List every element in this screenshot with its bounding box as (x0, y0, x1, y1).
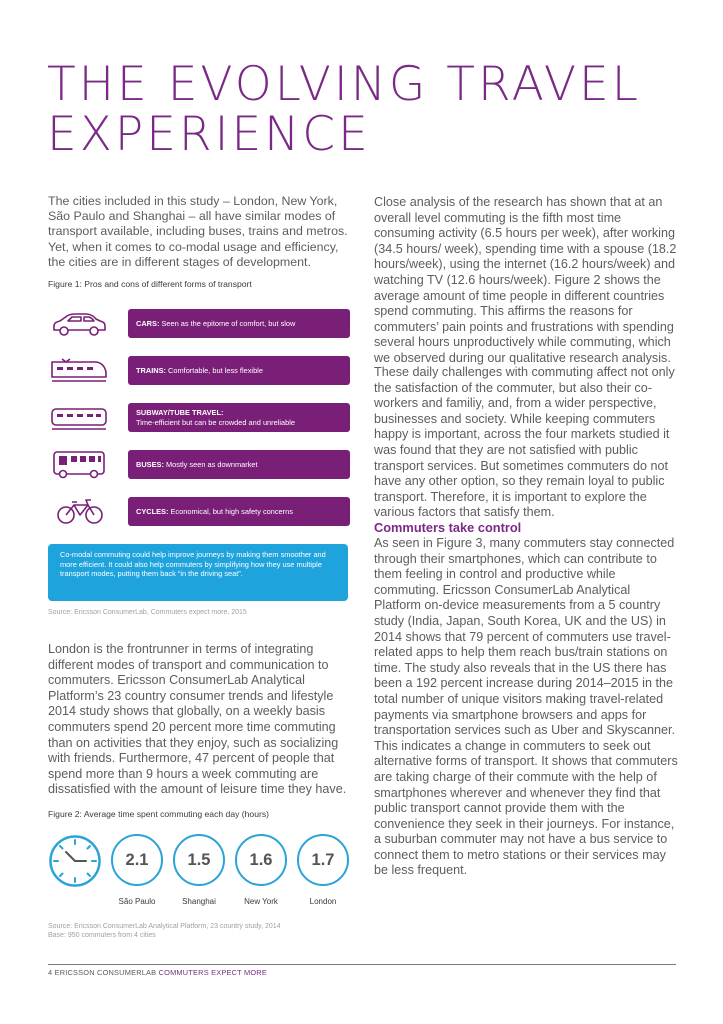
cars-text: Seen as the epitome of comfort, but slow (159, 318, 296, 328)
new-york-value: 1.6 (235, 834, 287, 886)
london-label: London (309, 897, 337, 906)
figure2-source-line: Source: Ericsson ConsumerLab Analytical Platform, 23 country study, 2014 (48, 923, 281, 930)
trains-bar (128, 356, 350, 385)
title-line-1: THE EVOLVING TRAVEL (47, 57, 641, 112)
intro-paragraph: The cities included in this study – London, New York, São Paulo and Shanghai – all have similar modes of transport available, including buses, trains and metros. Yet, when it comes to co-modal usage and efficiency, the cities are in different stages of development. (48, 194, 348, 269)
page-number: 4 (48, 968, 53, 977)
train-icon (48, 356, 108, 385)
car-icon (48, 309, 108, 338)
right-paragraph-1: Close analysis of the research has shown that at an overall level commuting is the fifth most time consuming activity (6.5 hours per week), after working (34.5 hours/ week), spending time with a spouse (18.2 hours/week), using the internet (16.2 hours/week) and watching TV (12.6 hours/week). Figure 2 shows the average amount of time people in different countries spend commuting. This affirms the reasons for commuters’ pain points and frustrations with spending several hours unproductively while commuting, which we observed during our qualitative research analysis. (374, 195, 677, 365)
sao-paulo-label: São Paulo (118, 897, 156, 906)
footer-org: ERICSSON CONSUMERLAB (54, 968, 157, 977)
figure1-caption: Figure 1: Pros and cons of different forms of transport (48, 279, 252, 289)
co-modal-callout: Co-modal commuting could help improve journeys by making them smoother and more efficient. It could also help commuters by simplifying how they use multiple transport modes, putting them back “in the driving seat”. (48, 544, 348, 601)
figure2-base-line: Base: 950 commuters from 4 cities (48, 932, 156, 939)
figure1-source: Source: Ericsson ConsumerLab, Commuters expect more, 2015 (48, 609, 247, 616)
transport-row-trains (48, 356, 350, 385)
trains-label: TRAINS: (136, 365, 166, 375)
title-line-2: EXPERIENCE (47, 107, 371, 162)
transport-row-cycles (48, 497, 350, 526)
figure2-caption: Figure 2: Average time spent commuting each day (hours) (48, 809, 270, 819)
cycles-text: Economical, but high safety concerns (168, 506, 293, 516)
transport-row-cars (48, 309, 350, 338)
subway-icon (48, 403, 108, 432)
page-footer (48, 968, 267, 977)
commuters-take-control-heading: Commuters take control (374, 520, 522, 535)
page-title (47, 57, 687, 162)
footer-divider (48, 964, 676, 965)
cycles-bar (128, 497, 350, 526)
trains-text: Comfortable, but less flexible (165, 365, 263, 375)
bus-icon (48, 450, 108, 479)
right-paragraph-2: These daily challenges with commuting affect not only the satisfaction of the commuter, but also their co-workers and familiy, and, from a wider perspective, businesses and society. While keeping commuters happy is important, across the four markets studied it was found that they are not satisfied with public transport services. But sometimes commuters do not have any other option, so they remain loyal to public transport. Therefore, it is important to explore the various factors that satisfy them. (374, 365, 675, 520)
shanghai-label: Shanghai (182, 897, 216, 906)
bicycle-icon (48, 497, 108, 526)
shanghai-value: 1.5 (173, 834, 225, 886)
cars-bar (128, 309, 350, 338)
buses-text: Mostly seen as downmarket (163, 459, 258, 469)
london-paragraph: London is the frontrunner in terms of integrating different modes of transport and communication to commuters. Ericsson ConsumerLab Analytical Platform’s 23 country consumer trends and lifestyle 2014 study shows that globally, on a weekly basis commuters spend 20 percent more time commuting than on activities that they enjoy, such as socializing with friends. Furthermore, 47 percent of people that spend more than 9 hours a week commuting are dissatisfied with the amount of leisure time they have. (48, 642, 347, 797)
buses-label: BUSES: (136, 459, 164, 469)
subway-label: SUBWAY/TUBE TRAVEL: (136, 408, 224, 417)
transport-row-subway (48, 403, 350, 432)
buses-bar (128, 450, 350, 479)
sao-paulo-value: 2.1 (111, 834, 163, 886)
footer-report-title: COMMUTERS EXPECT MORE (158, 968, 267, 977)
cycles-label: CYCLES: (136, 506, 169, 516)
transport-row-buses (48, 450, 350, 479)
london-value: 1.7 (297, 834, 349, 886)
subway-text: Time-efficient but can be crowded and unreliable (136, 417, 295, 427)
cars-label: CARS: (136, 318, 160, 328)
figure2-source (48, 922, 348, 940)
subway-bar (128, 403, 350, 432)
new-york-label: New York (244, 897, 278, 906)
right-paragraph-3: As seen in Figure 3, many commuters stay connected through their smartphones, which can contribute to them feeling in control and productive while commuting. Ericsson ConsumerLab Analytical Platform on-device measurements from a 5 country study (India, Japan, South Korea, UK and the US) in 2014 shows that 79 percent of commuters use travel-related apps to help them reach bus/train stations on time. The study also reveals that in the US there has been a 192 percent increase during 2014–2015 in the total number of unique visitors making travel-related payments via smartphone browsers and apps for transportation services such as Uber and Skyscanner. This indicates a change in commuters to seek out alternative forms of transport. It shows that commuters are taking charge of their commute with the help of smartphones wherever and whenever they find that public transport cannot provide them with the convenience they seek in their journeys. For instance, a suburban commuter may not have a bus service to connect them to metro stations or their services may be less frequent. (374, 536, 678, 878)
clock-icon (48, 834, 102, 888)
